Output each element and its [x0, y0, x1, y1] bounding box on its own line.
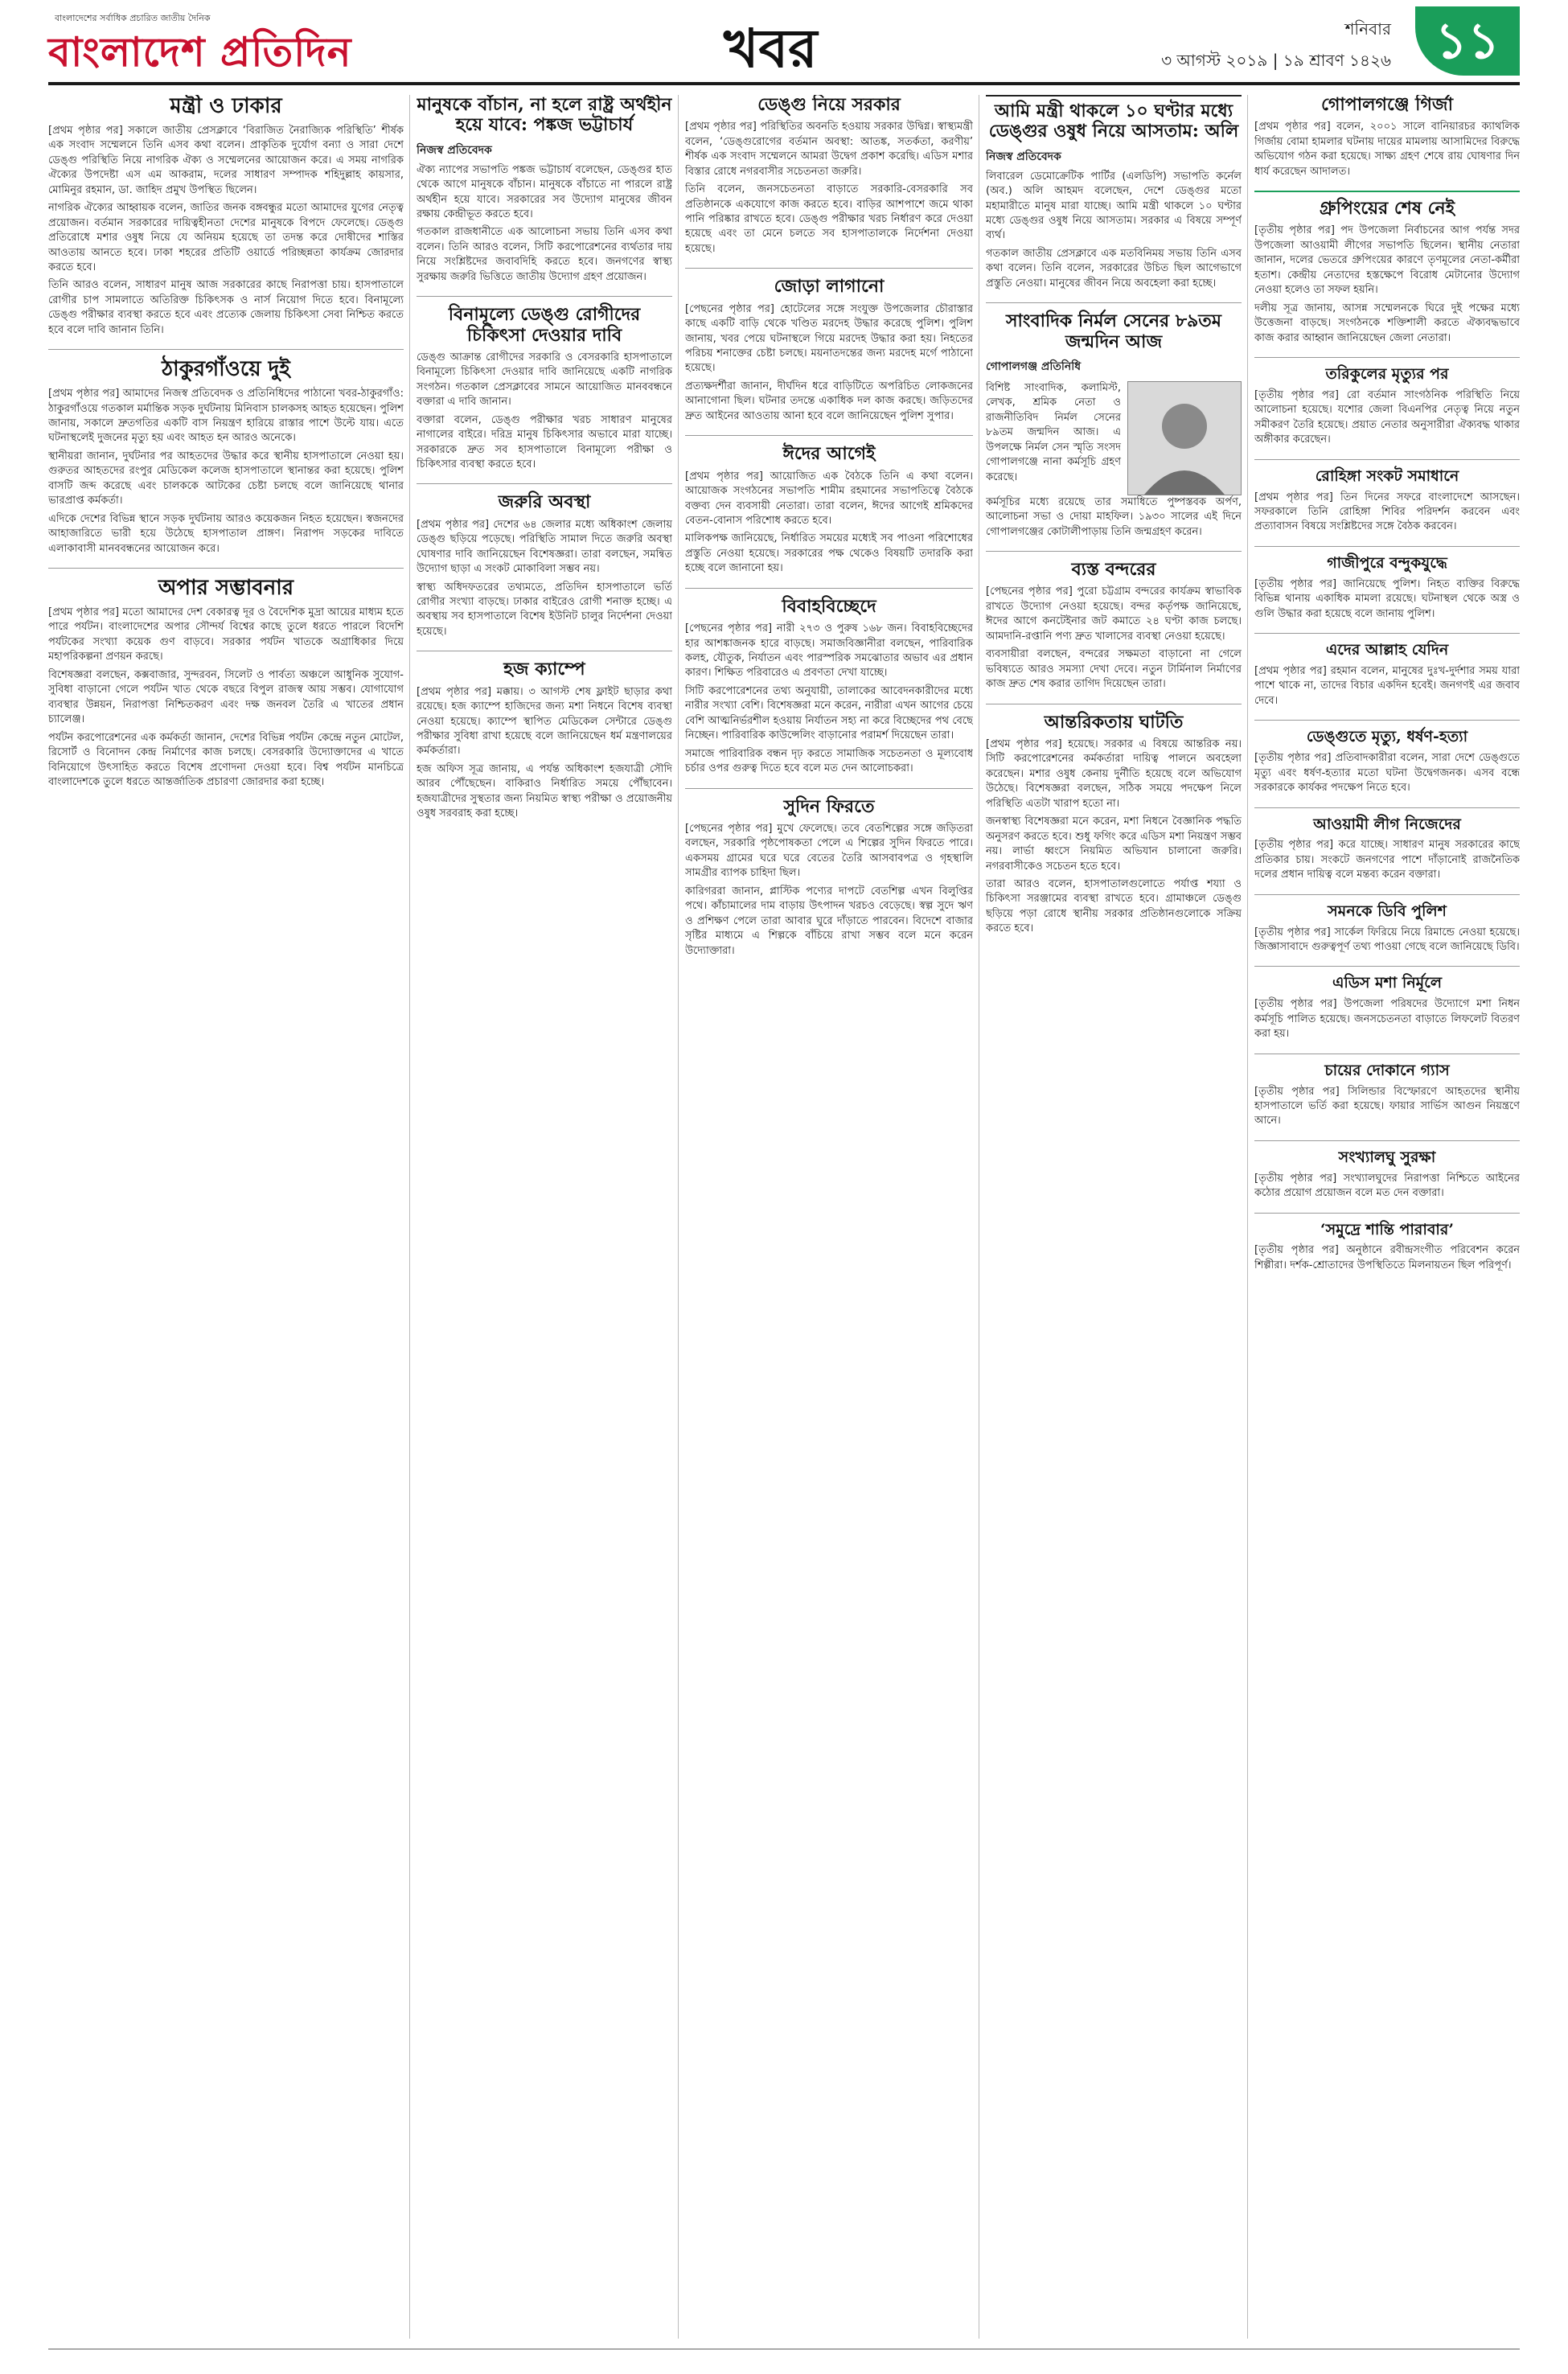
article-paragraph: স্থানীয়রা জানান, দুর্ঘটনার পর আহতদের উদ্ধার করে স্থানীয় হাসপাতালে নেওয়া হয়। গুরুতর আহতদের রংপুর মেডিকেল কলেজ হাসপাতালে স্থানান্তর করা হয়েছে। পুলিশ বাসটি জব্দ করেছে এবং চালককে আটকের চেষ্টা চলছে বলে জানিয়েছে থানার ভারপ্রাপ্ত কর্মকর্তা।: [48, 450, 404, 507]
article-paragraph: সমাজে পারিবারিক বন্ধন দৃঢ় করতে সামাজিক সচেতনতা ও মূল্যবোধ চর্চার ওপর গুরুত্ব দিতে হবে বলে মত দেন আলোচকরা।: [685, 747, 973, 775]
article-paragraph: তারা আরও বলেন, হাসপাতালগুলোতে পর্যাপ্ত শয্যা ও চিকিৎসা সরঞ্জামের ব্যবস্থা রাখতে হবে। গ্রামাঞ্চলে ডেঙ্গু ছড়িয়ে পড়া রোধে স্থানীয় সরকার প্রতিষ্ঠানগুলোকে সক্রিয় করতে হবে।: [986, 878, 1242, 935]
article-tarikul: [1254, 366, 1520, 448]
article-paragraph: এদিকে দেশের বিভিন্ন স্থানে সড়ক দুর্ঘটনায় আরও কয়েকজন নিহত হয়েছেন। স্বজনদের আহাজারিতে ভারী হয়ে উঠেছে হাসপাতাল প্রাঙ্গণ। নিরাপদ সড়কের দাবিতে এলাকাবাসী মানববন্ধনের আয়োজন করে।: [48, 512, 404, 555]
article-apar-sambhabona: [48, 577, 404, 790]
column-3: [685, 95, 973, 2339]
article-headline: চায়ের দোকানে গ্যাস: [1324, 1061, 1450, 1079]
article-paragraph: দলীয় সূত্র জানায়, আসন্ন সম্মেলনকে ঘিরে দুই পক্ষের মধ্যে উত্তেজনা বাড়ছে। সংগঠনকে শক্তিশালী করতে ঐক্যবদ্ধভাবে কাজ করার আহ্বান জানিয়েছেন জেলা নেতারা।: [1254, 302, 1520, 344]
column-separator: [678, 95, 679, 2339]
article-divider: [1254, 966, 1520, 967]
article-divider: [1254, 459, 1520, 460]
article-paragraph: [তৃতীয় পৃষ্ঠার পর] সিলিন্ডার বিস্ফোরণে আহতদের স্থানীয় হাসপাতালে ভর্তি করা হয়েছে। ফায়ার সার্ভিস আগুন নিয়ন্ত্রণে আনে।: [1254, 1085, 1520, 1127]
footer-rule: [48, 2348, 1520, 2350]
article-divider: [1254, 633, 1520, 634]
article-paragraph: [প্রথম পৃষ্ঠার পর] রহমান বলেন, মানুষের দুঃখ-দুর্দশার সময় যারা পাশে থাকে না, তাদের বিচার একদিন হবেই। জনগণই এর জবাব দেবে।: [1254, 664, 1520, 707]
article-paragraph: ব্যবসায়ীরা বলছেন, বন্দরের সক্ষমতা বাড়ানো না গেলে ভবিষ্যতে আরও সমস্যা দেখা দেবে। নতুন টার্মিনাল নির্মাণের কাজ দ্রুত শেষ করার তাগিদ দিয়েছেন তারা।: [986, 648, 1242, 691]
article-divider: [1254, 720, 1520, 721]
article-paragraph: পর্যটন করপোরেশনের এক কর্মকর্তা জানান, দেশের বিভিন্ন পর্যটন কেন্দ্রে নতুন মোটেল, রিসোর্ট ও বিনোদন কেন্দ্র নির্মাণের কাজ চলছে। বেসরকারি উদ্যোক্তাদের এ খাতে বিনিয়োগে উৎসাহিত করতে বিশেষ প্রণোদনা দেওয়া হবে। বিশ্ব পর্যটন মানচিত্রে বাংলাদেশকে তুলে ধরতে আন্তর্জাতিক প্রচারণা জোরদার করা হচ্ছে।: [48, 731, 404, 788]
article-grouping: [1254, 199, 1520, 346]
article-paragraph: জনস্বাস্থ্য বিশেষজ্ঞরা মনে করেন, মশা নিধনে বৈজ্ঞানিক পদ্ধতি অনুসরণ করতে হবে। শুধু ফগিং করে এডিস মশা নিয়ন্ত্রণ সম্ভব নয়। লার্ভা ধ্বংসে নিয়মিত অভিযান চালানো জরুরি। নগরবাসীকেও সচেতন হতে হবে।: [986, 815, 1242, 873]
article-paragraph: [প্রথম পৃষ্ঠার পর] মক্কায়। ৩ আগস্ট শেষ ফ্লাইট ছাড়ার কথা রয়েছে। হজ ক্যাম্পে হাজিদের জন্য মশা নিধনে বিশেষ ব্যবস্থা নেওয়া হয়েছে। ক্যাম্পে স্থাপিত মেডিকেল সেন্টারে ডেঙ্গু পরীক্ষার সুবিধা রাখা হয়েছে বলে জানিয়েছেন ধর্ম মন্ত্রণালয়ের কর্মকর্তারা।: [417, 685, 672, 758]
article-paragraph: [তৃতীয় পৃষ্ঠার পর] রো বর্তমান সাংগঠনিক পরিস্থিতি নিয়ে আলোচনা হয়েছে। যশোর জেলা বিএনপির নেতৃত্ব নিয়ে নতুন সমীকরণ তৈরি হয়েছে। প্রয়াত নেতার অনুসারীরা ঐক্যবদ্ধ থাকার অঙ্গীকার করেছেন।: [1254, 388, 1520, 446]
issue-date: ৩ আগস্ট ২০১৯ | ১৯ শ্রাবণ ১৪২৬: [1161, 51, 1391, 70]
article-tea-stall-gas: [1254, 1062, 1520, 1129]
article-sudin-firte: [685, 797, 973, 959]
article-headline: সাংবাদিক নির্মল সেনের ৮৯তম জন্মদিন আজ: [1005, 310, 1222, 352]
newspaper-logo: [48, 11, 499, 74]
article-paragraph: [তৃতীয় পৃষ্ঠার পর] জানিয়েছে পুলিশ। নিহত ব্যক্তির বিরুদ্ধে বিভিন্ন থানায় একাধিক মামলা রয়েছে। ঘটনাস্থল থেকে অস্ত্র ও গুলি উদ্ধার করা হয়েছে বলে জানায় পুলিশ।: [1254, 577, 1520, 620]
article-oli-ahmed: [986, 95, 1242, 291]
article-headline: আমি মন্ত্রী থাকলে ১০ ঘণ্টার মধ্যে ডেঙ্গুর ওষুধ নিয়ে আসতাম: অলি: [988, 101, 1239, 142]
article-divider: [685, 588, 973, 589]
article-paragraph: [তৃতীয় পৃষ্ঠার পর] অনুষ্ঠানে রবীন্দ্রসংগীত পরিবেশন করেন শিল্পীরা। দর্শক-শ্রোতাদের উপস্থিতিতে মিলনায়তন ছিল পরিপূর্ণ।: [1254, 1244, 1520, 1271]
article-paragraph: গতকাল রাজধানীতে এক আলোচনা সভায় তিনি এসব কথা বলেন। তিনি আরও বলেন, সিটি করপোরেশনের ব্যর্থতার দায় নিয়ে সংশ্লিষ্টদের জবাবদিহি করতে হবে। জনগণের স্বাস্থ্য সুরক্ষায় জরুরি ভিত্তিতে জাতীয় উদ্যোগ গ্রহণ প্রয়োজন।: [417, 226, 672, 283]
issue-day: শনিবার: [1344, 19, 1391, 39]
article-allah-jedin: [1254, 642, 1520, 709]
article-headline: তরিকুলের মৃত্যুর পর: [1325, 365, 1449, 384]
newspaper-name: বাংলাদেশ প্রতিদিন: [48, 28, 352, 76]
article-paragraph: [তৃতীয় পৃষ্ঠার পর] সংখ্যালঘুদের নিরাপত্তা নিশ্চিতে আইনের কঠোর প্রয়োগ প্রয়োজন বলে মত দেন বক্তারা।: [1254, 1172, 1520, 1200]
article-paragraph: [তৃতীয় পৃষ্ঠার পর] পদ উপজেলা নির্বাচনের আগ পর্যন্ত সদর উপজেলা আওয়ামী লীগের সভাপতি ছিলেন। স্থানীয় নেতারা জানান, দলের ভেতরে গ্রুপিংয়ের কারণে তৃণমূলের নেতা-কর্মীরা হতাশ। কেন্দ্রীয় নেতাদের হস্তক্ষেপে বিরোধ মেটানোর উদ্যোগ নেওয়া হলেও তা সফল হয়নি।: [1254, 224, 1520, 297]
portrait-icon: [1128, 382, 1241, 495]
article-paragraph: তিনি বলেন, জনসচেতনতা বাড়াতে সরকারি-বেসরকারি সব প্রতিষ্ঠানকে একযোগে কাজ করতে হবে। বাড়ির আশপাশে জমে থাকা পানি পরিষ্কার রাখতে হবে। ডেঙ্গু পরীক্ষার খরচ নির্ধারণ করে দেওয়া হয়েছে এবং তা মেনে চলতে সব হাসপাতালকে নির্দেশনা দেওয়া হয়েছে।: [685, 183, 973, 255]
article-divider: [685, 268, 973, 269]
masthead-rule: [48, 82, 1520, 85]
article-paragraph: মালিকপক্ষ জানিয়েছে, নির্ধারিত সময়ের মধ্যেই সব পাওনা পরিশোধের প্রস্তুতি নেওয়া হয়েছে। সরকারের পক্ষ থেকেও বিষয়টি তদারকি করা হচ্ছে বলে জানানো হয়।: [685, 532, 973, 575]
article-rohingya: [1254, 468, 1520, 535]
article-divider: [417, 483, 672, 484]
article-paragraph: সিটি করপোরেশনের তথ্য অনুযায়ী, তালাকের আবেদনকারীদের মধ্যে নারীর সংখ্যা বেশি। বিশেষজ্ঞরা মনে করেন, নারীরা এখন আগের চেয়ে বেশি আত্মনির্ভরশীল হওয়ায় নির্যাতন সহ্য না করে বিচ্ছেদের পথ বেছে নিচ্ছেন। পারিবারিক কাউন্সেলিং বাড়ানোর পরামর্শ দিয়েছেন তারা।: [685, 684, 973, 742]
article-divider: [1254, 357, 1520, 358]
article-divider: [48, 568, 404, 569]
article-paragraph: বিশেষজ্ঞরা বলছেন, কক্সবাজার, সুন্দরবন, সিলেট ও পার্বত্য অঞ্চলে আধুনিক সুযোগ-সুবিধা বাড়ানো গেলে পর্যটন খাত থেকে বছরে বিপুল রাজস্ব আয় সম্ভব। যোগাযোগ ব্যবস্থার উন্নয়ন, নিরাপত্তা নিশ্চিতকরণ এবং দক্ষ জনবল তৈরি এ খাতের প্রধান চ্যালেঞ্জ।: [48, 668, 404, 726]
article-awami-league: [1254, 816, 1520, 883]
article-samudre-shanti: [1254, 1222, 1520, 1274]
article-divider: [417, 296, 672, 297]
article-paragraph: [প্রথম পৃষ্ঠার পর] আমাদের নিজস্ব প্রতিবেদক ও প্রতিনিধিদের পাঠানো খবর-ঠাকুরগাঁও: ঠাকুরগাঁওয়ে গতকাল মর্মান্তিক সড়ক দুর্ঘটনায় মিনিবাস চালকসহ আহত হয়েছেন। পুলিশ জানায়, সকালে দ্রুতগতির একটি বাস নিয়ন্ত্রণ হারিয়ে রাস্তার পাশে উল্টে যায়। এতে ঘটনাস্থলেই দুজনের মৃত্যু হয় এবং আহত হন আরও অনেকে।: [48, 388, 404, 445]
article-paragraph: [প্রথম পৃষ্ঠার পর] সকালে জাতীয় প্রেসক্লাবে ‘বিরাজিত নৈরাজ্যিক পরিস্থিতি’ শীর্ষক এক সংবাদ সম্মেলনে তিনি এসব কথা বলেন। প্রাকৃতিক দুর্যোগ বন্যা ও সারা দেশে ডেঙ্গু পরিস্থিতি নিয়ে নাগরিক ঐক্য ও সম্মেলনের আয়োজন করে। এ সময় নাগরিক ঐক্যের উপদেষ্টা এস এম আকরাম, দলের সাধারণ সম্পাদক শহিদুল্লাহ কায়সার, মোমিনুর রহমান, ডা. জাহিদ প্রমুখ উপস্থিত ছিলেন।: [48, 124, 404, 196]
portrait-photo: [1127, 381, 1242, 495]
column-1: [48, 95, 404, 2339]
article-photo-block: [986, 381, 1242, 495]
article-paragraph: স্বাস্থ্য অধিদফতরের তথ্যমতে, প্রতিদিন হাসপাতালে ভর্তি রোগীর সংখ্যা বাড়ছে। ঢাকার বাইরেও রোগী শনাক্ত হচ্ছে। এ অবস্থায় সব হাসপাতালে বিশেষ ইউনিট চালুর নির্দেশনা দেওয়া হয়েছে।: [417, 581, 672, 638]
article-paragraph: বিশিষ্ট সাংবাদিক, কলামিস্ট, লেখক, শ্রমিক নেতা ও রাজনীতিবিদ নির্মল সেনের ৮৯তম জন্মদিন আজ। এ উপলক্ষে নির্মল সেন স্মৃতি সংসদ গোপালগঞ্জে নানা কর্মসূচি গ্রহণ করেছে।: [986, 381, 1121, 483]
article-paragraph: [পেছনের পৃষ্ঠার পর] পুরো চট্টগ্রাম বন্দরের কার্যক্রম স্বাভাবিক রাখতে উদ্যোগ নেওয়া হয়েছে। বন্দর কর্তৃপক্ষ জানিয়েছে, ঈদের আগে কনটেইনার জট কমাতে ২৪ ঘণ্টা কাজ চলছে। আমদানি-রপ্তানি পণ্য দ্রুত খালাসের ব্যবস্থা নেওয়া হয়েছে।: [986, 585, 1242, 643]
article-paragraph: প্রত্যক্ষদর্শীরা জানান, দীর্ঘদিন ধরে বাড়িটিতে অপরিচিত লোকজনের আনাগোনা ছিল। ঘটনার তদন্তে একাধিক দল কাজ করছে। জড়িতদের দ্রুত আইনের আওতায় আনা হবে বলে জানিয়েছেন পুলিশ সুপার।: [685, 380, 973, 422]
article-gazipur: [1254, 555, 1520, 622]
column-4: [986, 95, 1242, 2339]
article-headline: ব্যস্ত বন্দরের: [1071, 559, 1156, 581]
column-5: [1254, 95, 1520, 2339]
article-divider: [48, 349, 404, 350]
article-paragraph: [প্রথম পৃষ্ঠার পর] মতো আমাদের দেশ বেকারত্ব দূর ও বৈদেশিক মুদ্রা আয়ের মাধ্যম হতে পারে পর্যটন। বাংলাদেশের অপার সৌন্দর্য বিশ্বের কাছে তুলে ধরতে পারলে বিদেশি পর্যটকের সংখ্যা কয়েক গুণ বাড়বে। সরকার পর্যটন খাতকে অগ্রাধিকার দিয়ে মহাপরিকল্পনা প্রণয়ন করছে।: [48, 606, 404, 663]
article-paragraph: [প্রথম পৃষ্ঠার পর] তিন দিনের সফরে বাংলাদেশে আসছেন। সফরকালে তিনি রোহিঙ্গা শিবির পরিদর্শন করবেন এবং প্রত্যাবাসন বিষয়ে সংশ্লিষ্টদের সঙ্গে বৈঠক করবেন।: [1254, 491, 1520, 533]
article-headline: বিবাহবিচ্ছেদে: [782, 595, 876, 617]
article-headline: জরুরি অবস্থা: [498, 491, 591, 513]
masthead: [0, 0, 1568, 80]
article-paragraph: বক্তারা বলেন, ডেঙ্গু পরীক্ষার খরচ সাধারণ মানুষের নাগালের বাইরে। দরিদ্র মানুষ চিকিৎসার অভাবে মারা যাচ্ছে। সরকারকে দ্রুত সব হাসপাতালে বিনামূল্যে পরীক্ষা ও চিকিৎসার ব্যবস্থা করতে হবে।: [417, 413, 672, 470]
article-byline: নিজস্ব প্রতিবেদক: [986, 150, 1061, 163]
article-minority-protection: [1254, 1149, 1520, 1201]
article-thakurgaon: [48, 358, 404, 557]
article-busy-port: [986, 560, 1242, 692]
article-paragraph: [তৃতীয় পৃষ্ঠার পর] উপজেলা পরিষদের উদ্যোগে মশা নিধন কর্মসূচি পালিত হয়েছে। জনসচেতনতা বাড়াতে লিফলেট বিতরণ করা হয়।: [1254, 998, 1520, 1041]
article-paragraph: [প্রথম পৃষ্ঠার পর] দেশের ৬৪ জেলার মধ্যে অধিকাংশ জেলায় ডেঙ্গু ছড়িয়ে পড়েছে। পরিস্থিতি সামাল দিতে জরুরি অবস্থা ঘোষণার দাবি জানিয়েছেন বিশেষজ্ঞরা। তারা বলছেন, সমন্বিত উদ্যোগ ছাড়া এ সংকট মোকাবিলা সম্ভব নয়।: [417, 518, 672, 576]
article-paragraph: [প্রথম পৃষ্ঠার পর] হয়েছে। সরকার এ বিষয়ে আন্তরিক নয়। সিটি করপোরেশনের কর্মকর্তারা দায়িত্ব পালনে অবহেলা করেছেন। মশার ওষুধ কেনায় দুর্নীতি হয়েছে বলে অভিযোগ উঠেছে। বিশেষজ্ঞরা বলছেন, সঠিক সময়ে পদক্ষেপ নিলে পরিস্থিতি এতটা খারাপ হতো না।: [986, 737, 1242, 810]
article-headline: বিনামূল্যে ডেঙ্গু রোগীদের চিকিৎসা দেওয়ার দাবি: [448, 304, 641, 346]
article-dengue-government: [685, 95, 973, 257]
article-db-police: [1254, 903, 1520, 955]
article-paragraph: ঐক্য ন্যাপের সভাপতি পঙ্কজ ভট্টাচার্য বলেছেন, ডেঙ্গুর হাত থেকে আগে মানুষকে বাঁচান। মানুষকে বাঁচাতে না পারলে রাষ্ট্র অর্থহীন হয়ে যাবে। সরকারের সব উদ্যোগ মানুষের জীবন রক্ষায় কেন্দ্রীভূত করতে হবে।: [417, 163, 672, 220]
article-headline: সংখ্যালঘু সুরক্ষা: [1338, 1148, 1436, 1166]
article-headline: গ্রুপিংয়ের শেষ নেই: [1319, 198, 1455, 220]
article-byline: গোপালগঞ্জ প্রতিনিধি: [986, 359, 1082, 373]
article-paragraph: [তৃতীয় পৃষ্ঠার পর] করে যাচ্ছে। সাধারণ মানুষ সরকারের কাছে প্রতিকার চায়। সংকটে জনগণের পাশে দাঁড়ানোই রাজনৈতিক দলের প্রধান দায়িত্ব বলে মন্তব্য করেন বক্তারা।: [1254, 839, 1520, 881]
article-headline: মন্ত্রী ও ঢাকার: [170, 95, 282, 118]
article-headline: হজ ক্যাম্পে: [503, 659, 585, 680]
article-divorce: [685, 597, 973, 777]
article-divider: [1254, 807, 1520, 808]
article-headline: আন্তরিকতায় ঘাটতি: [1044, 711, 1184, 733]
article-byline: নিজস্ব প্রতিবেদক: [417, 143, 492, 157]
article-headline: এডিস মশা নির্মূলে: [1332, 974, 1443, 992]
article-headline: আওয়ামী লীগ নিজেদের: [1313, 815, 1461, 833]
article-headline: অপার সম্ভাবনার: [158, 576, 294, 601]
article-paragraph: কর্মসূচির মধ্যে রয়েছে তার সমাধিতে পুষ্পস্তবক অর্পণ, আলোচনা সভা ও দোয়া মাহফিল। ১৯৩০ সালের এই দিনে গোপালগঞ্জের কোটালীপাড়ায় তিনি জন্মগ্রহণ করেন।: [986, 495, 1242, 538]
article-divider: [986, 551, 1242, 552]
article-headline: মানুষকে বাঁচান, না হলে রাষ্ট্র অর্থহীন হয়ে যাবে: পঙ্কজ ভট্টাচার্য: [417, 95, 672, 136]
masthead-tagline: বাংলাদেশের সর্বাধিক প্রচারিত জাতীয় দৈনিক: [55, 13, 211, 23]
article-divider: [685, 788, 973, 789]
article-emergency: [417, 492, 672, 639]
article-eid-before: [685, 444, 973, 576]
article-headline: সুদিন ফিরতে: [783, 795, 875, 817]
article-nirmal-sen: [986, 311, 1242, 540]
issue-meta: [989, 18, 1391, 76]
article-headline: ‘সমুদ্রে শান্তি পারাবার’: [1320, 1220, 1454, 1238]
article-divider: [1254, 546, 1520, 547]
article-headline: ঠাকুরগাঁওয়ে দুই: [162, 357, 290, 382]
article-dengue-death: [1254, 729, 1520, 795]
article-free-dengue-treatment: [417, 305, 672, 472]
article-pankaj-bhattacharya: [417, 95, 672, 285]
article-gopalganj-church: [1254, 95, 1520, 179]
article-headline: ডেঙ্গুতে মৃত্যু, ধর্ষণ-হত্যা: [1306, 728, 1468, 746]
article-divider: [1254, 1213, 1520, 1214]
article-paragraph: কারিগররা জানান, প্লাস্টিক পণ্যের দাপটে বেতশিল্প এখন বিলুপ্তির পথে। কাঁচামালের দাম বাড়ায় উৎপাদন খরচও বেড়েছে। স্বল্প সুদে ঋণ ও প্রশিক্ষণ পেলে তারা আবার ঘুরে দাঁড়াতে পারবেন। বিদেশে বাজার সৃষ্টির মাধ্যমে এ শিল্পকে বাঁচিয়ে রাখা সম্ভব বলে মনে করেন উদ্যোক্তারা।: [685, 885, 973, 957]
article-divider: [1254, 894, 1520, 895]
article-jora-lagano: [685, 277, 973, 424]
article-paragraph: [পেছনের পৃষ্ঠার পর] নারী ২৭৩ ও পুরুষ ১৬৮ জন। বিবাহবিচ্ছেদের হার আশঙ্কাজনক হারে বাড়ছে। সমাজবিজ্ঞানীরা বলছেন, পারিবারিক কলহ, যৌতুক, নির্যাতন এবং পারস্পরিক সমঝোতার অভাব এর প্রধান কারণ। শিক্ষিত পরিবারেও এ প্রবণতা দেখা যাচ্ছে।: [685, 622, 973, 680]
article-mantri-dhaka: [48, 95, 404, 338]
article-divider: [1254, 191, 1520, 192]
article-paragraph: নাগরিক ঐক্যের আহ্বায়ক বলেন, জাতির জনক বঙ্গবন্ধুর মতো আমাদের যুগের নেতৃত্ব প্রয়োজন। বর্তমান সরকারের দায়িত্বহীনতা দেশের মানুষকে বিপদে ফেলেছে। ডেঙ্গু প্রতিরোধে মশার ওষুধ নিয়ে যে অনিয়ম হয়েছে তা তদন্ত করে দোষীদের শাস্তির আওতায় আনতে হবে। ঢাকা শহরের প্রতিটি ওয়ার্ডে পরিচ্ছন্নতা কার্যক্রম জোরদার করতে হবে।: [48, 202, 404, 273]
page-number-badge: ১১: [1415, 6, 1520, 76]
article-paragraph: [তৃতীয় পৃষ্ঠার পর] সার্কেল ফিরিয়ে নিয়ে রিমান্ডে নেওয়া হয়েছে। জিজ্ঞাসাবাদে গুরুত্বপূর্ণ তথ্য পাওয়া গেছে বলে জানিয়েছে ডিবি।: [1254, 926, 1520, 953]
column-separator: [409, 95, 410, 2339]
article-paragraph: [তৃতীয় পৃষ্ঠার পর] প্রতিবাদকারীরা বলেন, সারা দেশে ডেঙ্গুতে মৃত্যু এবং ধর্ষণ-হত্যার মতো ঘটনা উদ্বেগজনক। এসব বন্ধে সরকারকে কার্যকর পদক্ষেপ নিতে হবে।: [1254, 752, 1520, 795]
article-divider: [1254, 1140, 1520, 1141]
article-headline: সমনকে ডিবি পুলিশ: [1328, 902, 1447, 920]
article-paragraph: [পেছনের পৃষ্ঠার পর] হোটেলের সঙ্গে সংযুক্ত উপজেলার চৌরাস্তার কাছে একটি বাড়ি থেকে খণ্ডিত মরদেহ উদ্ধার করেছে পুলিশ। পুলিশ জানায়, খবর পেয়ে ঘটনাস্থলে গিয়ে মরদেহ উদ্ধার করা হয়। নিহতের পরিচয় শনাক্তের চেষ্টা চলছে। ময়নাতদন্তের জন্য মরদেহ মর্গে পাঠানো হয়েছে।: [685, 302, 973, 375]
section-title: খবর: [724, 17, 818, 80]
article-paragraph: হজ অফিস সূত্র জানায়, এ পর্যন্ত অধিকাংশ হজযাত্রী সৌদি আরব পৌঁছেছেন। বাকিরাও নির্ধারিত সময়ে পৌঁছাবেন। হজযাত্রীদের সুস্থতার জন্য নিয়মিত স্বাস্থ্য পরীক্ষা ও প্রয়োজনীয় ওষুধ সরবরাহ করা হচ্ছে।: [417, 762, 672, 820]
article-paragraph: [প্রথম পৃষ্ঠার পর] বলেন, ২০০১ সালে বানিয়ারচর ক্যাথলিক গির্জায় বোমা হামলার ঘটনায় দায়ের মামলায় আসামিদের বিরুদ্ধে অভিযোগ গঠন করা হয়েছে। সাক্ষ্য গ্রহণ শেষে রায় ঘোষণার দিন ধার্য করেছেন আদালত।: [1254, 121, 1520, 178]
article-paragraph: গতকাল জাতীয় প্রেসক্লাবে এক মতবিনিময় সভায় তিনি এসব কথা বলেন। তিনি বলেন, সরকারের উচিত ছিল আগেভাগে প্রস্তুতি নেওয়া। মানুষের জীবন নিয়ে অবহেলা করা হচ্ছে।: [986, 247, 1242, 290]
article-headline: ঈদের আগেই: [782, 443, 876, 465]
article-paragraph: ডেঙ্গু আক্রান্ত রোগীদের সরকারি ও বেসরকারি হাসপাতালে বিনামূল্যে চিকিৎসা দেওয়ার দাবি জানিয়েছে একটি নাগরিক সংগঠন। গতকাল প্রেসক্লাবের সামনে আয়োজিত মানববন্ধনে বক্তারা এ দাবি জানান।: [417, 351, 672, 409]
article-paragraph: লিবারেল ডেমোক্রেটিক পার্টির (এলডিপি) সভাপতি কর্নেল (অব.) অলি আহমদ বলেছেন, দেশে ডেঙ্গুর মতো মহামারীতে মানুষ মারা যাচ্ছে। আমি মন্ত্রী থাকলে ১০ ঘণ্টার মধ্যে ডেঙ্গুর ওষুধ নিয়ে আসতাম। সরকার এ বিষয়ে সম্পূর্ণ ব্যর্থ।: [986, 170, 1242, 242]
article-divider: [986, 302, 1242, 303]
article-paragraph: তিনি আরও বলেন, সাধারণ মানুষ আজ সরকারের কাছে নিরাপত্তা চায়। হাসপাতালে রোগীর চাপ সামলাতে অতিরিক্ত চিকিৎসক ও নার্স নিয়োগ দিতে হবে। বিনামূল্যে ডেঙ্গু পরীক্ষার ব্যবস্থা করতে হবে এবং প্রত্যেক জেলায় চিকিৎসা সেবা নিশ্চিত করতে হবে বলে দাবি জানান তিনি।: [48, 279, 404, 336]
article-headline: ডেঙ্গু নিয়ে সরকার: [757, 95, 901, 115]
article-headline: গাজীপুরে বন্দুকযুদ্ধে: [1327, 553, 1447, 572]
column-2: [417, 95, 672, 2339]
article-paragraph: [প্রথম পৃষ্ঠার পর] পরিস্থিতির অবনতি হওয়ায় সরকার উদ্বিগ্ন। স্বাস্থ্যমন্ত্রী বলেন, ‘ডেঙ্গুরোগের বর্তমান অবস্থা: আতঙ্ক, সতর্কতা, করণীয়’ শীর্ষক এক সংবাদ সম্মেলনে আমরা উদ্বেগ প্রকাশ করেছি। এডিস মশার বিস্তার রোধে নগরবাসীর সচেতনতা জরুরি।: [685, 121, 973, 178]
article-headline: গোপালগঞ্জে গির্জা: [1321, 95, 1453, 115]
article-paragraph: [পেছনের পৃষ্ঠার পর] মুখে ফেলেছে। তবে বেতশিল্পের সঙ্গে জড়িতরা বলছেন, সরকারি পৃষ্ঠপোষকতা পেলে এ শিল্পের সুদিন ফিরতে পারে। একসময় গ্রামের ঘরে ঘরে বেতের তৈরি আসবাবপত্র ও গৃহস্থালি সামগ্রীর ব্যাপক চাহিদা ছিল।: [685, 822, 973, 880]
article-headline: এদের আল্লাহ যেদিন: [1325, 641, 1449, 659]
article-headline: জোড়া লাগানো: [774, 276, 885, 298]
article-hajj-camp: [417, 659, 672, 821]
article-sincerity-gap: [986, 713, 1242, 937]
article-headline: রোহিঙ্গা সংকট সমাধানে: [1315, 466, 1459, 485]
column-separator: [1247, 95, 1248, 2339]
article-paragraph: [প্রথম পৃষ্ঠার পর] আয়োজিত এক বৈঠকে তিনি এ কথা বলেন। আয়োজক সংগঠনের সভাপতি শামীম রহমানের সভাপতিত্বে বৈঠকে বক্তব্য দেন ব্যবসায়ী নেতারা। তারা বলেন, ঈদের আগেই শ্রমিকদের বেতন-বোনাস পরিশোধ করতে হবে।: [685, 470, 973, 527]
article-aedes: [1254, 975, 1520, 1041]
article-divider: [685, 435, 973, 436]
